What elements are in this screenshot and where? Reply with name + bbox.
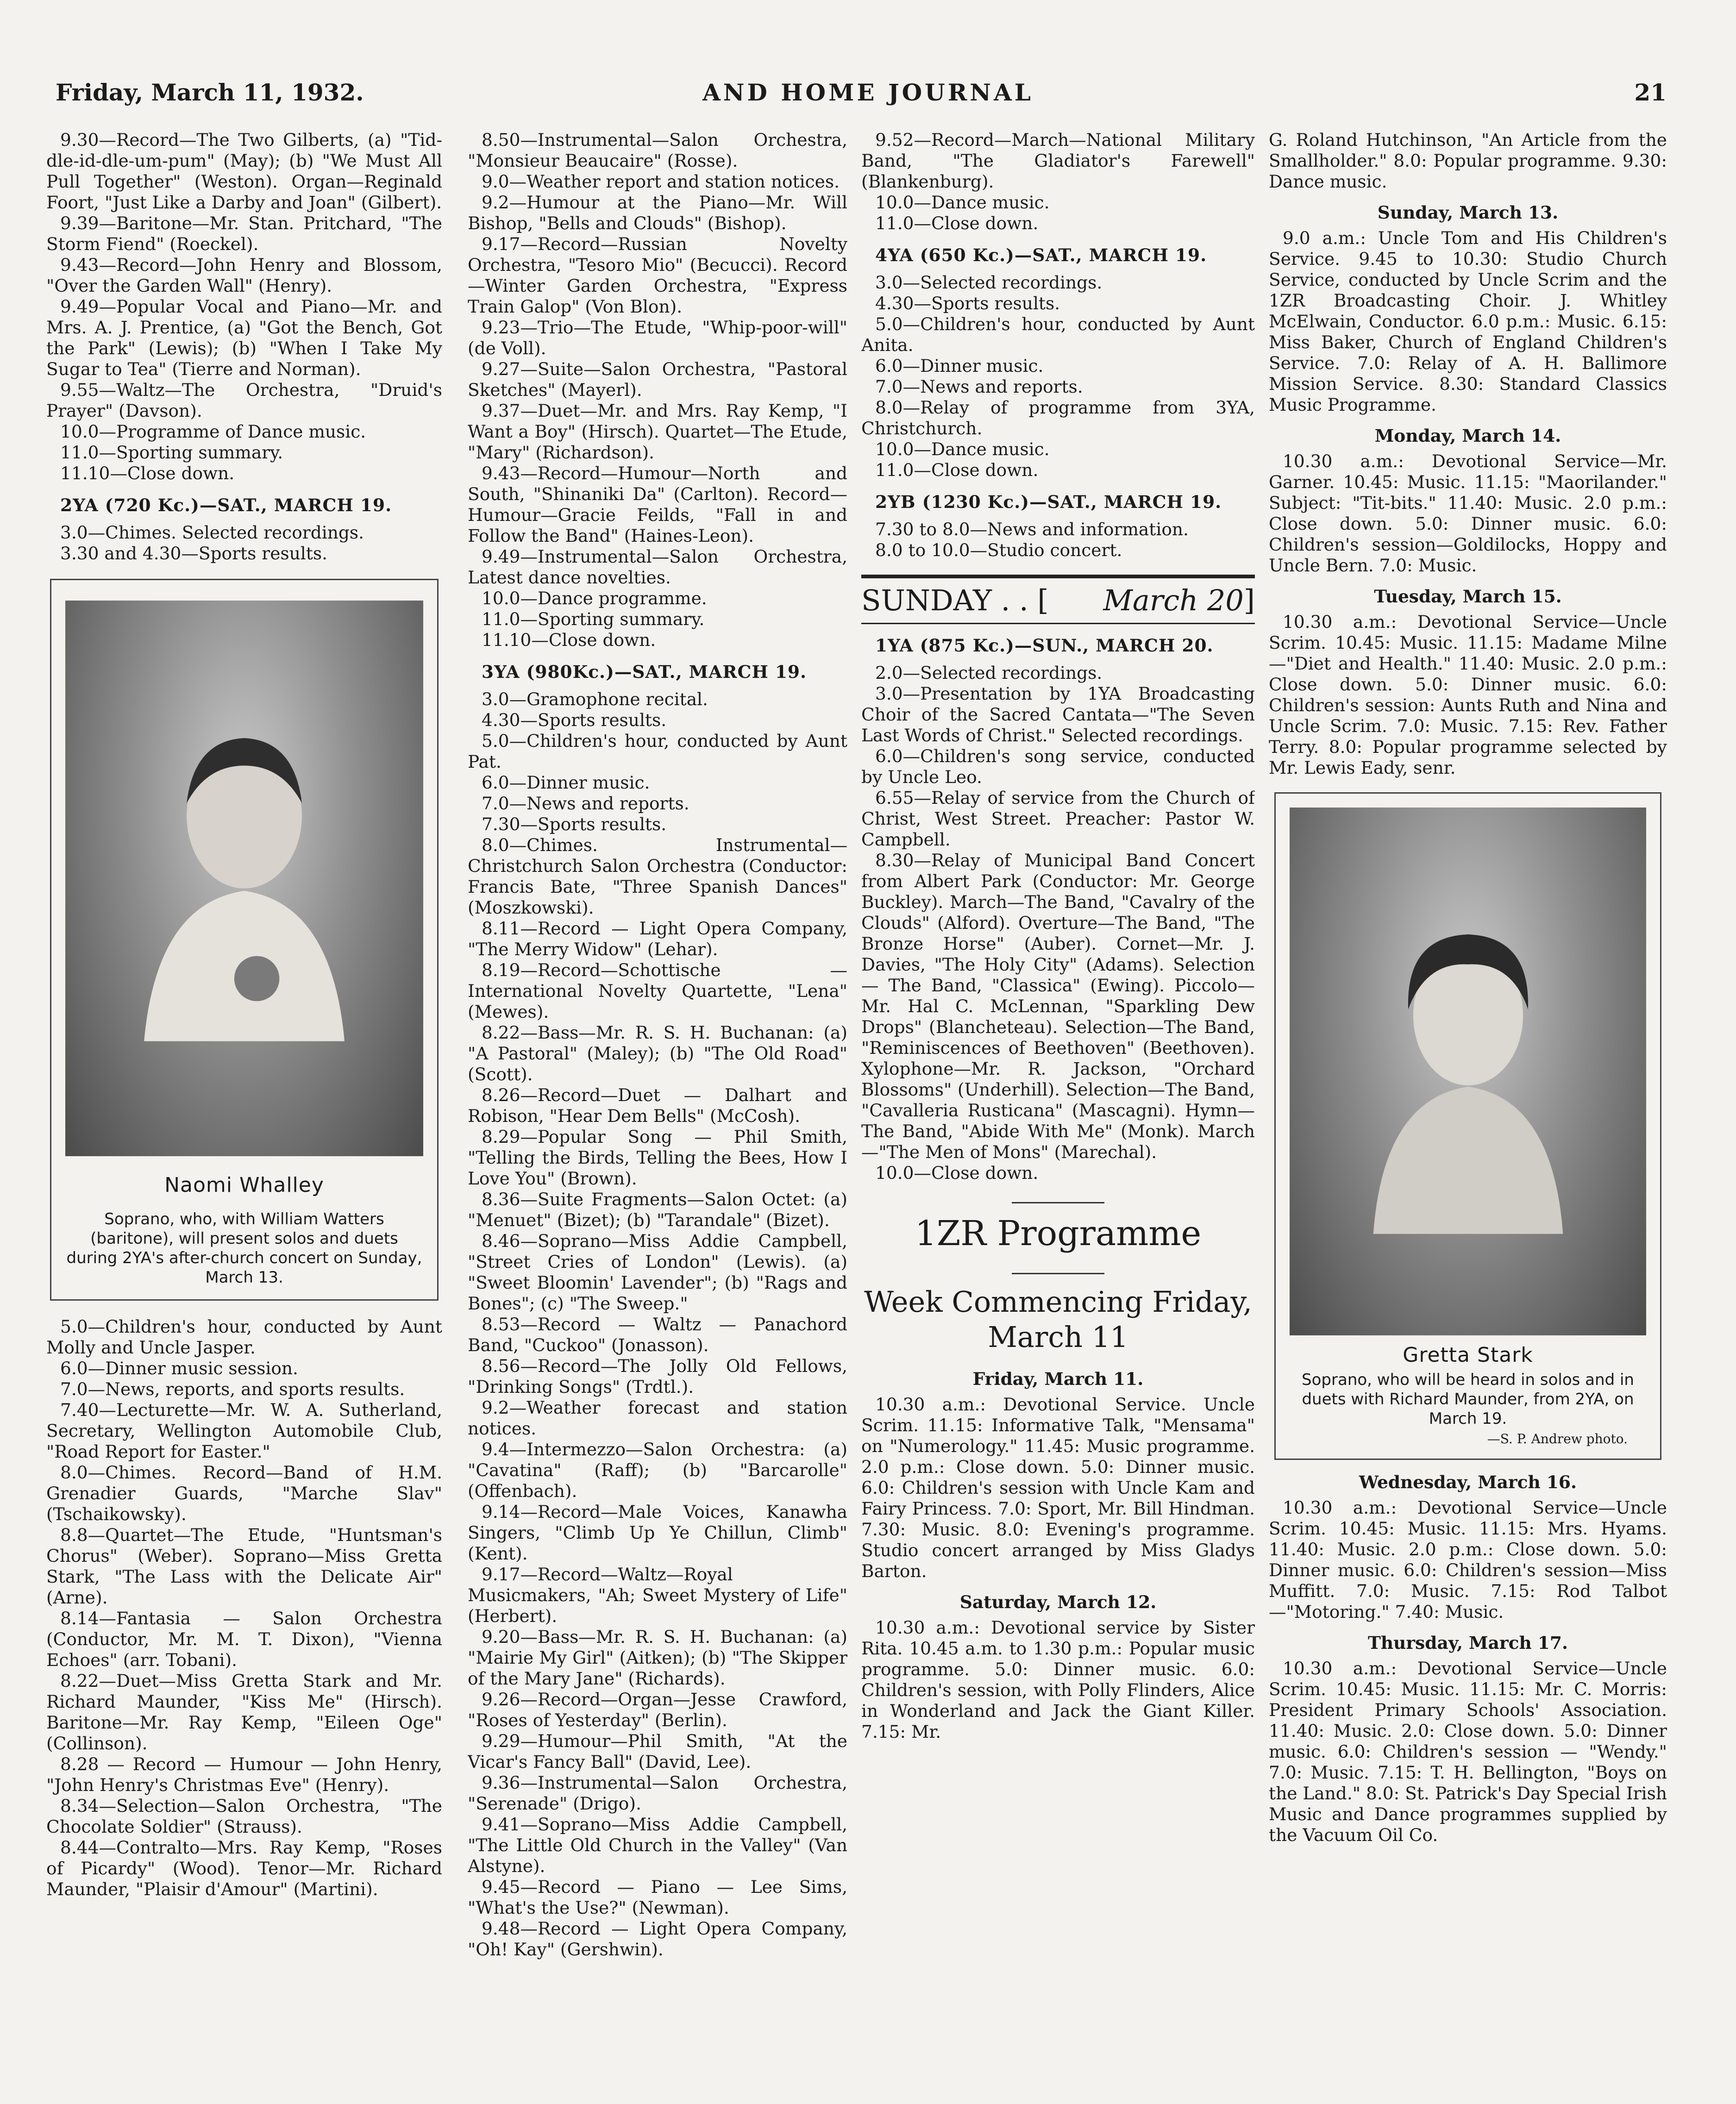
photo-name: Gretta Stark [1403,1343,1533,1367]
program-entry: 11.10—Close down. [482,630,656,650]
program-entry: 11.0—Sporting summary. [482,609,705,629]
photo-naomi-whalley [50,579,439,1301]
program-entry: 9.45—Record — Piano — Lee Sims, "What's the Use?" (Newman). [468,1877,847,1918]
portrait-photo [1290,808,1646,1335]
column-4 [1269,130,1667,2076]
program-entry: 9.0—Weather report and station notices. [482,171,840,192]
divider [1012,1273,1104,1274]
program-entry: 6.0—Dinner music session. [60,1358,298,1378]
day-schedule: 10.30 a.m.: Devotional Service—Uncle Scrim. 10.45: Music. 11.15: Mrs. Hyams. 11.40: Music. 2.0 p.m.: Close down. 5.0: Dinner music. 6.0: Children's session—Miss Muffitt. 7.0: Music. 7.15: Rod Talbot—"Motoring." 7.40: Music. [1269,1497,1667,1622]
program-entry: 9.27—Suite—Salon Orchestra, "Pastoral Sketches" (Mayerl). [468,359,847,400]
program-entry: 6.0—Children's song service, conducted by Uncle Leo. [861,746,1255,787]
day-schedule: 9.0 a.m.: Uncle Tom and His Children's Service. 9.45 to 10.30: Studio Church Service, conducted by Uncle Scrim and the 1ZR Broadcasting Choir. J. Whitley McElwain, Conductor. 6.0 p.m.: Music. 6.15: Miss Baker, Church of England Children's Service. 7.0: Relay of A. H. Ballimore Mission Service. 8.30: Standard Classics Music Programme. [1269,228,1667,415]
program-entry: 9.39—Baritone—Mr. Stan. Pritchard, "The Storm Fiend" (Roeckel). [46,213,442,254]
sunday-label: SUNDAY . . [ [861,583,1049,617]
program-entry: 9.49—Instrumental—Salon Orchestra, Latest dance novelties. [468,546,847,588]
program-entry: 11.10—Close down. [60,463,235,483]
program-entry: 4.30—Sports results. [875,293,1060,313]
program-entry: 10.0—Dance music. [875,439,1050,459]
program-entry: 9.55—Waltz—The Orchestra, "Druid's Prayer" (Davson). [46,380,442,421]
program-entry: 3.0—Gramophone recital. [482,689,708,709]
program-entry: 9.36—Instrumental—Salon Orchestra, "Serenade" (Drigo). [468,1772,847,1814]
program-entry: 8.53—Record — Waltz — Panachord Band, "Cuckoo" (Jonasson). [468,1314,847,1355]
program-entry: 10.0—Close down. [875,1163,1039,1183]
day-schedule: 10.30 a.m.: Devotional Service—Mr. Garner. 10.45: Music. 11.15: "Maorilander." Subject: "Tit-bits." 11.40: Music. 2.0 p.m.: Close down. 5.0: Dinner music. 6.0: Children's session—Goldilocks, Hoppy and Uncle Bern. 7.0: Music. [1269,451,1667,576]
program-entry: 8.22—Bass—Mr. R. S. H. Buchanan: (a) "A Pastoral" (Maley); (b) "The Old Road" (Scott). [468,1022,847,1084]
program-entry: 9.14—Record—Male Voices, Kanawha Singers, "Climb Up Ye Chillun, Climb" (Kent). [468,1502,847,1564]
program-entry: 8.50—Instrumental—Salon Orchestra, "Monsieur Beaucaire" (Rosse). [468,130,847,171]
program-entry: 6.0—Dinner music. [875,356,1044,376]
station-heading-2yb: 2YB (1230 Kc.)—SAT., MARCH 19. [875,492,1222,512]
day-schedule: 10.30 a.m.: Devotional Service—Uncle Scrim. 10.45: Music. 11.15: Madame Milne—"Diet and Health." 11.40: Music. 2.0 p.m.: Close down. 5.0: Dinner music. 6.0: Children's session: Aunts Ruth and Nina and Uncle Scrim. 7.0: Music. 7.15: Rev. Father Terry. 8.0: Popular programme selected by Mr. Lewis Eady, senr. [1269,612,1667,778]
sunday-date: March 20 [1103,583,1244,617]
program-entry: 8.29—Popular Song — Phil Smith, "Telling the Birds, Telling the Bees, How I Love You" (Brown). [468,1127,847,1189]
portrait-silhouette-icon [119,642,370,1115]
station-heading-4ya: 4YA (650 Kc.)—SAT., MARCH 19. [875,245,1207,265]
sunday-banner [861,575,1255,624]
journal-title: AND HOME JOURNAL [702,79,1034,106]
column-2 [468,130,847,2076]
program-entry: 9.37—Duet—Mr. and Mrs. Ray Kemp, "I Want a Boy" (Hirsch). Quartet—The Etude, "Mary" (Richardson). [468,401,847,463]
program-entry: 11.0—Sporting summary. [60,442,283,463]
program-entry: 9.2—Humour at the Piano—Mr. Will Bishop, "Bells and Clouds" (Bishop). [468,192,847,233]
program-entry: 4.30—Sports results. [482,710,667,730]
program-entry: 8.26—Record—Duet — Dalhart and Robison, "Hear Dem Bells" (McCosh). [468,1085,847,1126]
program-entry: 7.30—Sports results. [482,814,667,834]
program-entry: 8.11—Record — Light Opera Company, "The Merry Widow" (Lehar). [468,918,847,959]
day-heading-tuesday: Tuesday, March 15. [1374,586,1562,607]
day-schedule: G. Roland Hutchinson, "An Article from the Smallholder." 8.0: Popular programme. 9.30: Dance music. [1269,130,1667,192]
program-entry: 9.26—Record—Organ—Jesse Crawford, "Roses of Yesterday" (Berlin). [468,1689,847,1730]
program-entry: 9.17—Record—Waltz—Royal Musicmakers, "Ah; Sweet Mystery of Life" (Herbert). [468,1564,847,1626]
program-entry: 11.0—Close down. [875,460,1039,480]
program-entry: 8.19—Record—Schottische — International Novelty Quartette, "Lena" (Mewes). [468,960,847,1022]
program-entry: 9.52—Record—March—National Military Band, "The Gladiator's Farewell" (Blankenburg). [861,130,1255,192]
program-entry: 8.8—Quartet—The Etude, "Huntsman's Chorus" (Weber). Soprano—Miss Gretta Stark, "The Lass with the Delicate Air" (Arne). [46,1525,442,1608]
program-entry: 9.4—Intermezzo—Salon Orchestra: (a) "Cavatina" (Raff); (b) "Barcarolle" (Offenbach). [468,1439,847,1501]
day-heading-monday: Monday, March 14. [1374,426,1561,446]
program-entry: 3.30 and 4.30—Sports results. [60,543,328,564]
program-entry: 3.0—Presentation by 1YA Broadcasting Choir of the Sacred Cantata—"The Seven Last Words of Christ." Selected recordings. [861,683,1255,745]
program-entry: 8.14—Fantasia — Salon Orchestra (Conductor, Mr. M. T. Dixon), "Vienna Echoes" (arr. Tobani). [46,1608,442,1670]
program-entry: 8.22—Duet—Miss Gretta Stark and Mr. Richard Maunder, "Kiss Me" (Hirsch). Baritone—Mr. Ray Kemp, "Eileen Oge" (Collinson). [46,1671,442,1753]
program-entry: 8.34—Selection—Salon Orchestra, "The Chocolate Soldier" (Strauss). [46,1796,442,1837]
day-heading-thursday: Thursday, March 17. [1367,1633,1568,1653]
program-entry: 3.0—Chimes. Selected recordings. [60,522,364,543]
program-entry: 8.0 to 10.0—Studio concert. [875,540,1122,560]
portrait-silhouette-icon [1343,847,1593,1296]
program-entry: 7.0—News, reports, and sports results. [60,1379,405,1399]
photo-caption: Soprano, who, with William Watters (baritone), will present solos and duets during 2YA's after-church concert on Sunday, March 13. [66,1210,422,1287]
column-1 [46,130,442,2076]
photo-name: Naomi Whalley [164,1173,324,1197]
program-entry: 9.29—Humour—Phil Smith, "At the Vicar's Fancy Ball" (David, Lee). [468,1731,847,1772]
sunday-bracket: ] [1243,583,1255,617]
station-heading-2ya: 2YA (720 Kc.)—SAT., MARCH 19. [60,495,392,515]
page-date: Friday, March 11, 1932. [56,79,364,106]
program-entry: 7.40—Lecturette—Mr. W. A. Sutherland, Secretary, Wellington Automobile Club, "Road Report for Easter." [46,1400,442,1462]
program-entry: 9.17—Record—Russian Novelty Orchestra, "Tesoro Mio" (Becucci). Record—Winter Garden Orchestra, "Express Train Galop" (Von Blon). [468,234,847,317]
program-entry: 8.56—Record—The Jolly Old Fellows, "Drinking Songs" (Trdtl.). [468,1356,847,1397]
program-entry: 7.0—News and reports. [875,376,1083,397]
program-entry: 8.0—Chimes. Instrumental—Christchurch Salon Orchestra (Conductor: Francis Bate, "Three Spanish Dances" (Moszkowski). [468,835,847,918]
program-entry: 10.0—Programme of Dance music. [60,421,366,442]
portrait-photo [65,601,423,1156]
photo-gretta-stark [1274,792,1661,1460]
program-entry: 9.23—Trio—The Etude, "Whip-poor-will" (de Voll). [468,317,847,358]
day-schedule: 10.30 a.m.: Devotional service by Sister Rita. 10.45 a.m. to 1.30 p.m.: Popular music programme. 5.0: Dinner music. 6.0: Children's session, with Polly Flinders, Alice in Wonderland and Jack the Giant Killer. 7.15: Mr. [861,1617,1255,1742]
program-entry: 8.28 — Record — Humour — John Henry, "John Henry's Christmas Eve" (Henry). [46,1754,442,1795]
day-heading-friday: Friday, March 11. [972,1369,1144,1389]
program-entry: 5.0—Children's hour, conducted by Aunt Molly and Uncle Jasper. [46,1316,442,1358]
program-entry: 3.0—Selected recordings. [875,272,1103,293]
program-entry: 9.20—Bass—Mr. R. S. H. Buchanan: (a) "Mairie My Girl" (Aitken); (b) "The Skipper of the Mary Jane" (Richards). [468,1627,847,1689]
day-schedule: 10.30 a.m.: Devotional Service. Uncle Scrim. 11.15: Informative Talk, "Mensama" on "Numerology." 11.45: Music programme. 2.0 p.m.: Close down. 5.0: Dinner music. 6.0: Children's session with Uncle Kam and Fairy Princess. 7.0: Sport, Mr. Bill Hindman. 7.30: Music. 8.0: Evening's programme. Studio concert arranged by Miss Gladys Barton. [861,1394,1255,1581]
program-entry: 9.41—Soprano—Miss Addie Campbell, "The Little Old Church in the Valley" (Van Alstyne). [468,1814,847,1876]
divider [1012,1202,1104,1203]
program-entry: 2.0—Selected recordings. [875,663,1103,683]
izr-programme-title: 1ZR Programme [915,1214,1202,1253]
day-heading-saturday: Saturday, March 12. [959,1592,1157,1612]
program-entry: 9.2—Weather forecast and station notices. [468,1397,847,1439]
program-entry: 8.0—Chimes. Record—Band of H.M. Grenadier Guards, "Marche Slav" (Tschaikowsky). [46,1462,442,1524]
photo-credit: —S. P. Andrew photo. [1487,1431,1628,1446]
program-entry: 9.49—Popular Vocal and Piano—Mr. and Mrs. A. J. Prentice, (a) "Got the Bench, Got the Park" (Lewis); (b) "When I Take My Sugar to Tea" (Tierre and Norman). [46,296,442,379]
program-entry: 7.30 to 8.0—News and information. [875,519,1189,539]
program-entry: 6.55—Relay of service from the Church of Christ, West Street. Preacher: Pastor W. Campbell. [861,788,1255,850]
program-entry: 9.48—Record — Light Opera Company, "Oh! Kay" (Gershwin). [468,1918,847,1960]
program-entry: 8.46—Soprano—Miss Addie Campbell, "Street Cries of London" (Lewis). (a) "Sweet Bloomin' Lavender"; (b) "Rags and Bones"; (c) "The Sweep." [468,1231,847,1314]
program-entry: 8.36—Suite Fragments—Salon Octet: (a) "Menuet" (Bizet); (b) "Tarandale" (Bizet). [468,1189,847,1230]
column-3 [861,130,1255,2076]
program-entry: 10.0—Dance music. [875,192,1050,213]
program-entry: 11.0—Close down. [875,213,1039,233]
program-entry: 9.43—Record—Humour—North and South, "Shinaniki Da" (Carlton). Record—Humour—Gracie Feilds, "Fall in and Follow the Band" (Haines-Leon). [468,463,847,546]
program-entry: 7.0—News and reports. [482,793,689,814]
program-entry: 8.44—Contralto—Mrs. Ray Kemp, "Roses of Picardy" (Wood). Tenor—Mr. Richard Maunder, "Plaisir d'Amour" (Martini). [46,1837,442,1899]
day-schedule: 10.30 a.m.: Devotional Service—Uncle Scrim. 10.45: Music. 11.15: Mr. C. Morris: President Primary Schools' Association. 11.40: Music. 2.0: Close down. 5.0: Dinner music. 6.0: Children's session — "Wendy." 7.0: Music. 7.15: T. H. Bellington, "Boys on the Land." 8.0: St. Patrick's Day Special Irish Music and Dance programmes supplied by the Vacuum Oil Co. [1269,1658,1667,1845]
program-entry: 5.0—Children's hour, conducted by Aunt Anita. [861,314,1255,355]
day-heading-wednesday: Wednesday, March 16. [1359,1472,1577,1492]
photo-caption: Soprano, who will be heard in solos and in duets with Richard Maunder, from 2YA, on March 19. [1302,1371,1634,1428]
day-heading-sunday: Sunday, March 13. [1377,202,1559,223]
program-entry: 6.0—Dinner music. [482,772,650,793]
program-entry: 10.0—Dance programme. [482,588,707,608]
station-heading-3ya: 3YA (980Kc.)—SAT., MARCH 19. [482,662,807,682]
station-heading-1ya: 1YA (875 Kc.)—SUN., MARCH 20. [875,635,1214,656]
program-entry: 9.43—Record—John Henry and Blossom, "Over the Garden Wall" (Henry). [46,255,442,296]
week-title: Week Commencing Friday, March 11 [864,1285,1252,1354]
page-number: 21 [1634,79,1667,106]
program-entry: 8.30—Relay of Municipal Band Concert from Albert Park (Conductor: Mr. George Buckley). March—The Band, "Cavalry of the Clouds" (Alford). Overture—The Band, "The Bronze Horse" (Auber). Cornet—Mr. J. Davies, "The Holy City" (Adams). Selection — The Band, "Classica" (Ewing). Piccolo—Mr. Hal C. McLennan, "Sparkling Dew Drops" (Blancheteau). Selection—The Band, "Reminiscences of Beethoven" (Beethoven). Xylophone—Mr. R. Jackson, "Orchard Blossoms" (Underhill). Selection—The Band, "Cavalleria Rusticana" (Mascagni). Hymn—The Band, "Abide With Me" (Monk). March—"The Men of Mons" (Marechal). [861,850,1255,1162]
program-entry: 5.0—Children's hour, conducted by Aunt Pat. [468,731,847,772]
program-entry: 9.30—Record—The Two Gilberts, (a) "Tid-dle-id-dle-um-pum" (May); (b) "We Must All Pull Together" (Weston). Organ—Reginald Foort, "Just Like a Darby and Joan" (Gilbert). [46,130,442,213]
col1-top-list [46,130,442,484]
program-entry: 8.0—Relay of programme from 3YA, Christchurch. [861,397,1255,438]
